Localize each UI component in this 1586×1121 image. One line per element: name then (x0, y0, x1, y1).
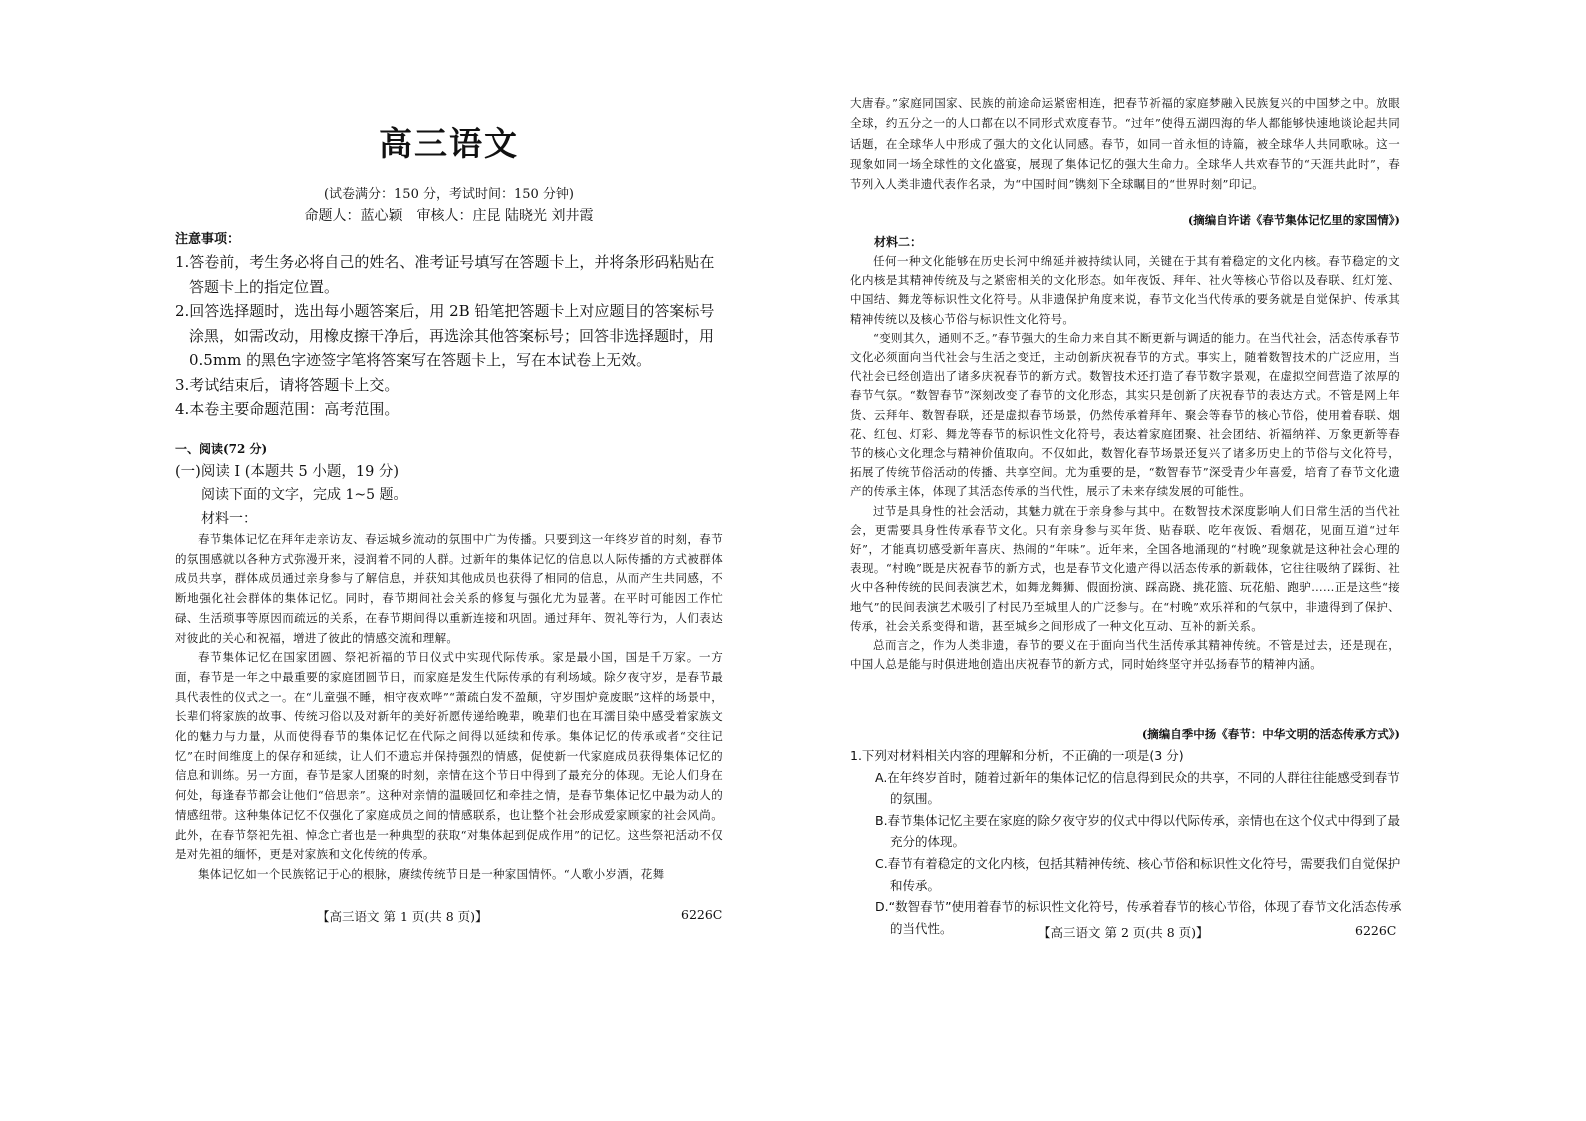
page-footer: 【高三语文 第 1 页(共 8 页)】 (317, 909, 488, 924)
page-footer: 【高三语文 第 2 页(共 8 页)】 (1038, 925, 1209, 940)
material-1-label: 材料一： (201, 511, 257, 527)
page-1 (175, 0, 723, 1121)
source-citation-1: (摘编自许诺《春节集体记忆里的家国情》) (1187, 213, 1400, 227)
paragraph: “变则其久，通则不乏。”春节强大的生命力来自其不断更新与调适的能力。在当代社会，活态传承春节文化必须面向当代社会与生活之变迁，主动创新庆祝春节的方式。事实上，随着数智技术的广泛应用，当代社会已经创造出了诸多庆祝春节的新方式。数智技术还打造了春节数字景观，在虚拟空间营造了浓厚的春节气氛。“数智春节”深刻改变了春节的文化形态，其实只是创新了庆祝春节的表达方式。不管是网上年货、云拜年、数智春联，还是虚拟春节场景，仍然传承着拜年、聚会等春节的核心节俗，使用着春联、烟花、红包、灯彩、舞龙等春节的标识性文化符号，表达着家庭团聚、社会团结、祈福纳祥、万象更新等春节的核心文化理念与精神价值取向。不仅如此，数智化春节场景还复兴了诸多历史上的节俗与文化符号，拓展了传统节俗活动的传播、共享空间。尤为重要的是，“数智春节”深受青少年喜爱，培育了春节文化遗产的传承主体，体现了其活态传承的当代性，展示了未来存续发展的可能性。 (850, 330, 1400, 499)
question-1 (850, 745, 1402, 939)
notice-item: 2.回答选择题时，选出每小题答案后，用 2B 铅笔把答题卡上对应题目的答案标号涂黑，如需改动，用橡皮擦干净后，再选涂其他答案标号；回答非选择题时，用 0.5mm 的黑色字迹签字笔将答案写在答题卡上，写在本试卷上无效。 (175, 302, 715, 369)
page-2 (850, 0, 1400, 1121)
notice-title: 注意事项： (175, 232, 241, 247)
paragraph: 春节集体记忆在国家团圆、祭祀祈福的节日仪式中实现代际传承。家是最小国，国是千万家。一方面，春节是一年之中最重要的家庭团圆节日，而家庭是发生代际传承的有利场域。除夕夜守岁，是春节最具代表性的仪式之一。在“儿童强不睡，相守夜欢哗”“萧疏白发不盈颠，守岁围炉竟废眠”这样的场景中，长辈们将家族的故事、传统习俗以及对新年的美好祈愿传递给晚辈，晚辈们也在耳濡目染中感受着家族文化的魅力与力量，从而使得春节的集体记忆在代际之间得以延续和传承。集体记忆的传承或者“交往记忆”在时间维度上的保存和延续，让人们不遗忘并保持强烈的情感，促使新一代家庭成员获得集体记忆的信息和训练。另一方面，春节是家人团聚的时刻，亲情在这个节日中得到了最充分的体现。无论人们身在何处，每逢春节都会让他们“倍思亲”。这种对亲情的温暖回忆和牵挂之情，是春节集体记忆中最为动人的情感纽带。这种集体记忆不仅强化了家庭成员之间的情感联系，也让整个社会形成爱家顾家的社会风尚。此外，在春节祭祀先祖、悼念亡者也是一种典型的获取“对集体起到促成作用”的记忆。这些祭祀活动不仅是对先祖的缅怀，更是对家族和文化传统的传承。 (175, 650, 723, 862)
option-b: B.春节集体记忆主要在家庭的除夕夜守岁的仪式中得以代际传承，亲情也在这个仪式中得到了最充分的体现。 (875, 812, 1401, 850)
exam-authors: 命题人：蓝心颖 审核人：庄昆 陆晓光 刘井霞 (304, 208, 594, 224)
material-2-body (850, 252, 1400, 674)
material-2-label: 材料二： (874, 235, 923, 249)
notice-item: 4.本卷主要命题范围：高考范围。 (175, 400, 400, 418)
option-a: A.在年终岁首时，随着过新年的集体记忆的信息得到民众的共享，不同的人群往往能感受到春节的氛围。 (875, 769, 1400, 807)
material-1-continued (850, 93, 1400, 194)
exam-meta: (试卷满分：150 分，考试时间：150 分钟) (323, 187, 575, 202)
paragraph: 春节集体记忆在拜年走亲访友、春运城乡流动的氛围中广为传播。只要到这一年终岁首的时刻，春节的氛围感就以各种方式弥漫开来，浸润着不同的人群。过新年的集体记忆的信息以人际传播的方式被群体成员共享，群体成员通过亲身参与了解信息，并获知其他成员也获得了相同的信息，从而产生共同感，不断地强化社会群体的集体记忆。同时，春节期间社会关系的修复与强化尤为显著。在平时可能因工作忙碌、生活琐事等原因而疏远的关系，在春节期间得以重新连接和巩固。通过拜年、贺礼等行为，人们表达对彼此的关心和祝福，增进了彼此的情感交流和理解。 (175, 532, 723, 645)
question-stem: 1.下列对材料相关内容的理解和分析，不正确的一项是(3 分) (850, 748, 1184, 763)
paragraph: 过节是具身性的社会活动，其魅力就在于亲身参与其中。在数智技术深度影响人们日常生活的当代社会，更需要具身性传承春节文化。只有亲身参与买年货、贴春联、吃年夜饭、看烟花，见面互道“过年好”，才能真切感受新年喜庆、热闹的“年味”。近年来，全国各地涌现的“村晚”现象就是这种社会心理的表现。“村晚”既是庆祝春节的新方式，也是春节文化遗产得以活态传承的新载体，它往往吸纳了踩街、社火中各种传统的民间表演艺术，如舞龙舞狮、假面扮演、踩高跷、挑花篮、玩花船、跑驴……正是这些“接地气”的民间表演艺术吸引了村民乃至城里人的广泛参与。在“村晚”欢乐祥和的气氛中，非遗得到了保护、传承，社会关系变得和谐，甚至城乡之间形成了一种文化互动、互补的新关系。 (850, 503, 1400, 633)
paragraph: 总而言之，作为人类非遗，春节的要义在于面向当代生活传承其精神传统。不管是过去，还是现在，中国人总是能与时俱进地创造出庆祝春节的新方式，同时始终坚守并弘扬春节的精神内涵。 (850, 638, 1400, 672)
option-d: D.“数智春节”使用着春节的标识性文化符号，传承着春节的核心节俗，体现了春节文化活态传承的当代性。 (875, 899, 1402, 936)
page-code: 6226C (681, 907, 723, 922)
page-code: 6226C (1355, 923, 1397, 938)
notice-list (175, 250, 725, 422)
instruction: 阅读下面的文字，完成 1~5 题。 (201, 487, 408, 503)
paragraph: 大唐春。”家庭同国家、民族的前途命运紧密相连，把春节祈福的家庭梦融入民族复兴的中国梦之中。放眼全球，约五分之一的人口都在以不同形式欢度春节。“过年”使得五湖四海的华人都能够快速地谈论起共同话题，在全球华人中形成了强大的文化认同感。春节，如同一首永恒的诗篇，被全球华人共同歌咏。这一现象如同一场全球性的文化盛宴，展现了集体记忆的强大生命力。全球华人共欢春节的“天涯共此时”，春节列入人类非遗代表作名录，为“中国时间”镌刻下全球瞩目的“世界时刻”印记。 (850, 96, 1400, 192)
material-1-body (175, 530, 723, 885)
paragraph: 任何一种文化能够在历史长河中绵延并被持续认同，关键在于其有着稳定的文化内核。春节稳定的文化内核是其精神传统及与之紧密相关的文化形态。如年夜饭、拜年、社火等核心节俗以及春联、红灯笼、中国结、舞龙等标识性文化符号。从非遗保护角度来说，春节文化当代传承的要务就是自觉保护、传承其精神传统以及核心节俗与标识性文化符号。 (850, 254, 1400, 326)
part-heading: (一)阅读 I (本题共 5 小题，19 分) (175, 464, 400, 480)
source-citation-2: (摘编自季中扬《春节：中华文明的活态传承方式》) (1141, 727, 1400, 741)
section-heading: 一、阅读(72 分) (175, 442, 268, 456)
option-c: C.春节有着稳定的文化内核，包括其精神传统、核心节俗和标识性文化符号，需要我们自觉保护和传承。 (875, 855, 1401, 893)
paragraph: 集体记忆如一个民族铭记于心的根脉，赓续传统节日是一种家国情怀。“人歌小岁酒，花舞 (198, 866, 665, 881)
notice-item: 1.答卷前，考生务必将自己的姓名、准考证号填写在答题卡上，并将条形码粘贴在答题卡上的指定位置。 (175, 253, 715, 296)
notice-item: 3.考试结束后，请将答题卡上交。 (175, 375, 400, 394)
exam-title: 高三语文 (379, 124, 519, 163)
